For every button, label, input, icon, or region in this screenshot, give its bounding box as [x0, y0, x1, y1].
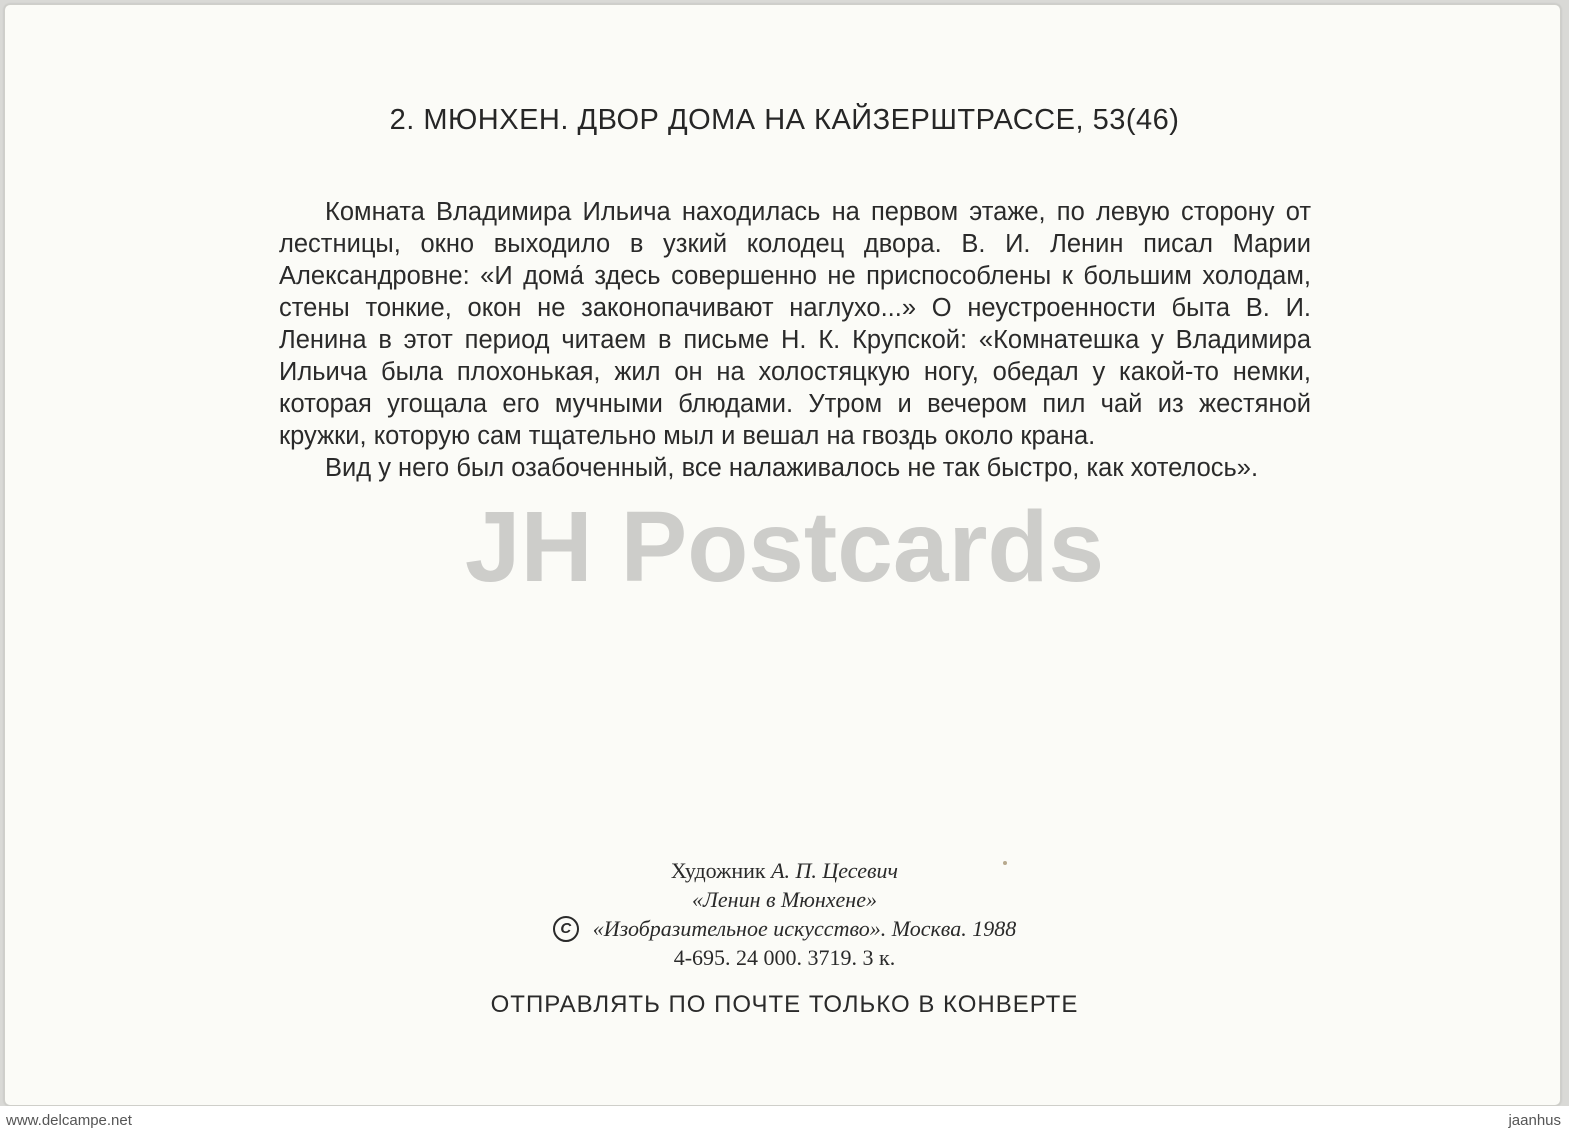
- publisher-line: [0, 914, 1569, 943]
- series-title: «Ленин в Мюнхене»: [691, 887, 877, 912]
- footer-bar: [0, 1106, 1569, 1132]
- artist-line: [0, 856, 1569, 885]
- description-text: [279, 196, 1311, 484]
- artist-label: Художник: [670, 858, 766, 883]
- mailing-instruction: ОТПРАВЛЯТЬ ПО ПОЧТЕ ТОЛЬКО В КОНВЕРТЕ: [490, 991, 1079, 1018]
- imprint-block: [0, 856, 1569, 972]
- footer-user[interactable]: jaanhus: [1508, 1112, 1561, 1129]
- watermark-text: JH Postcards: [464, 491, 1105, 603]
- artist-name: А. П. Цесевич: [771, 858, 899, 883]
- copyright-icon: C: [553, 916, 579, 942]
- publisher-text: «Изобразительное искусство». Москва. 1988: [592, 916, 1017, 941]
- paragraph-1: Комната Владимира Ильича находилась на первом этаже, по левую сторону от лестницы, окно выходило в узкий колодец двора. В. И. Ленин писал Марии Александровне: «И дома́ здесь совершенно не приспособлены к большим холодам, стены тонкие, окон не законопачивают наглухо...» О неустроенности быта В. И. Ленина в этот период читаем в письме Н. К. Крупской: «Комнатешка у Владимира Ильича была плохонькая, жил он на холостяцкую ногу, обедал у какой-то немки, которая угощала его мучными блюдами. Утром и вечером пил чай из жестяной кружки, которую сам тщательно мыл и вешал на гвоздь около крана.: [279, 198, 1311, 450]
- caption-title: 2. МЮНХЕН. ДВОР ДОМА НА КАЙЗЕРШТРАССЕ, 53(46): [389, 104, 1180, 136]
- footer-site[interactable]: www.delcampe.net: [6, 1112, 132, 1129]
- paragraph-2: Вид у него был озабоченный, все налаживалось не так быстро, как хотелось».: [325, 454, 1259, 482]
- print-codes: 4-695. 24 000. 3719. 3 к.: [673, 945, 896, 970]
